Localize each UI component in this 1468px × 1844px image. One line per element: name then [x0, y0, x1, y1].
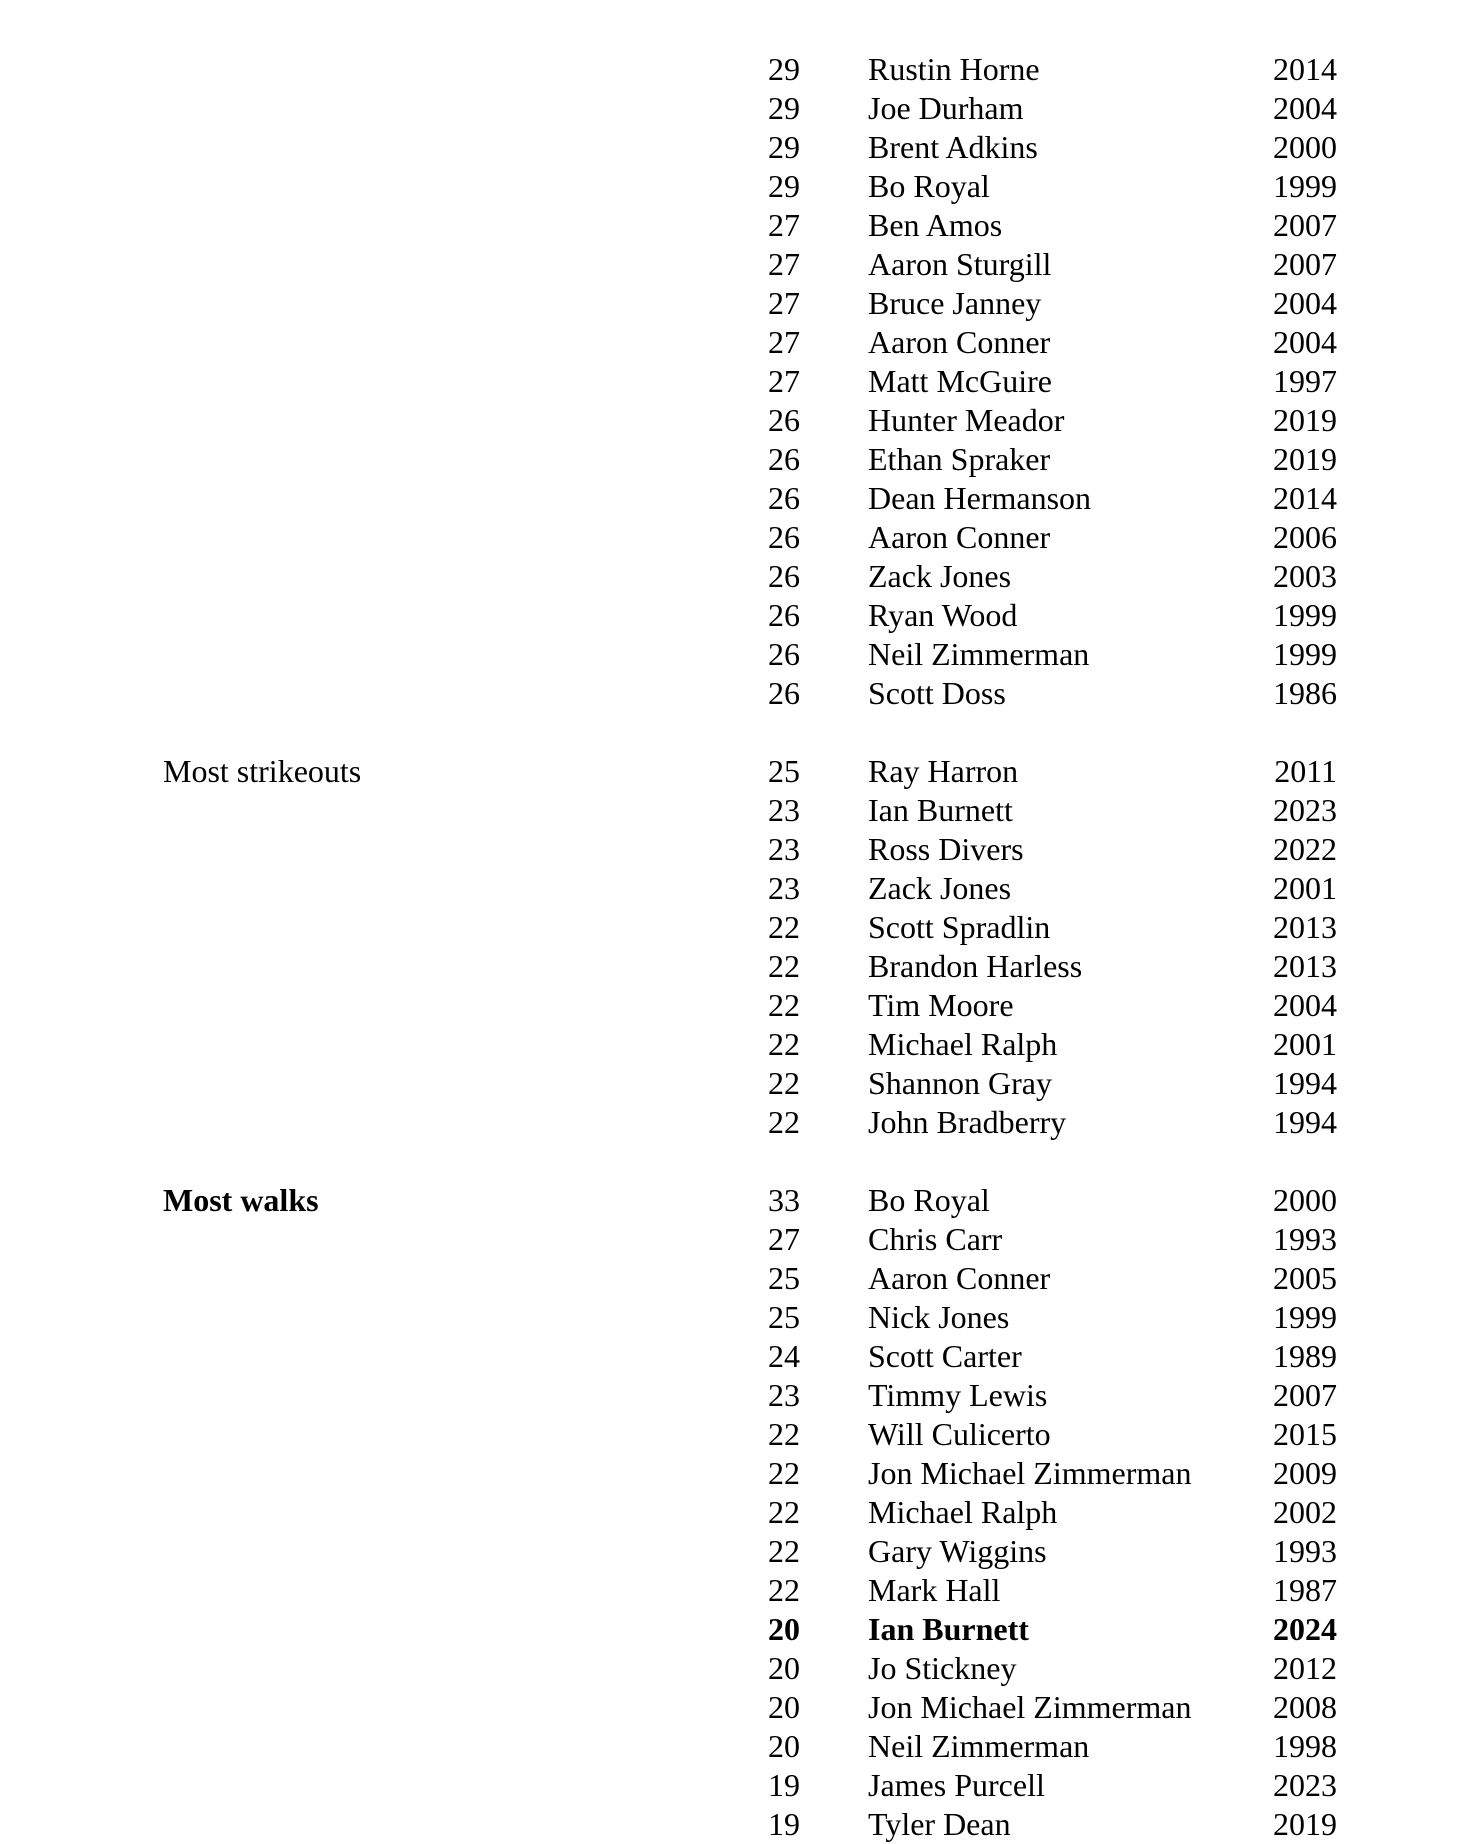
player-name: Tyler Dean [868, 1806, 1011, 1842]
record-year: 2006 [1273, 519, 1337, 555]
record-row [0, 1025, 1468, 1064]
player-name: Jon Michael Zimmerman [868, 1689, 1192, 1725]
record-row [0, 947, 1468, 986]
record-year: 2019 [1273, 402, 1337, 438]
record-value: 20 [768, 1611, 800, 1647]
player-name: Scott Doss [868, 675, 1006, 711]
player-name: James Purcell [868, 1767, 1045, 1803]
record-row [0, 479, 1468, 518]
player-name: Zack Jones [868, 870, 1012, 906]
record-year: 2001 [1273, 870, 1337, 906]
player-name: Aaron Conner [868, 519, 1051, 555]
record-value: 20 [768, 1728, 800, 1764]
record-year: 2003 [1273, 558, 1337, 594]
player-name: Jo Stickney [868, 1650, 1017, 1686]
record-value: 22 [768, 1494, 800, 1530]
player-name: Will Culicerto [868, 1416, 1051, 1452]
record-year: 2007 [1273, 1377, 1337, 1413]
player-name: Bruce Janney [868, 285, 1042, 321]
section-title: Most strikeouts [163, 753, 362, 789]
player-name: John Bradberry [868, 1104, 1067, 1140]
record-year: 2022 [1273, 831, 1337, 867]
record-year: 1989 [1273, 1338, 1337, 1374]
record-row [0, 128, 1468, 167]
player-name: Neil Zimmerman [868, 1728, 1090, 1764]
record-value: 26 [768, 597, 800, 633]
record-year: 2011 [1274, 753, 1337, 789]
record-year: 1999 [1273, 636, 1337, 672]
record-year: 2002 [1273, 1494, 1337, 1530]
record-year: 2008 [1273, 1689, 1337, 1725]
player-name: Ray Harron [868, 753, 1019, 789]
player-name: Ross Divers [868, 831, 1024, 867]
player-name: Nick Jones [868, 1299, 1010, 1335]
record-year: 1999 [1273, 1299, 1337, 1335]
record-year: 2015 [1273, 1416, 1337, 1452]
player-name: Shannon Gray [868, 1065, 1052, 1101]
record-row [0, 1766, 1468, 1805]
record-year: 1993 [1273, 1221, 1337, 1257]
player-name: Bo Royal [868, 1182, 990, 1218]
player-name: Ethan Spraker [868, 441, 1051, 477]
record-row [0, 323, 1468, 362]
player-name: Joe Durham [868, 90, 1024, 126]
record-year: 2023 [1273, 792, 1337, 828]
record-row [0, 908, 1468, 947]
record-row [0, 518, 1468, 557]
record-year: 1999 [1273, 168, 1337, 204]
record-row [0, 635, 1468, 674]
player-name: Chris Carr [868, 1221, 1003, 1257]
record-row [0, 1064, 1468, 1103]
record-row [0, 89, 1468, 128]
record-value: 23 [768, 792, 800, 828]
player-name: Ian Burnett [868, 1611, 1029, 1647]
player-name: Rustin Horne [868, 51, 1040, 87]
record-row [0, 1376, 1468, 1415]
record-row [0, 50, 1468, 89]
record-value: 23 [768, 1377, 800, 1413]
record-value: 26 [768, 441, 800, 477]
record-row [0, 1493, 1468, 1532]
record-value: 27 [768, 285, 800, 321]
player-name: Tim Moore [868, 987, 1014, 1023]
record-value: 20 [768, 1650, 800, 1686]
record-value: 23 [768, 870, 800, 906]
player-name: Dean Hermanson [868, 480, 1092, 516]
record-value: 19 [768, 1767, 800, 1803]
record-row [0, 1220, 1468, 1259]
player-name: Ian Burnett [868, 792, 1013, 828]
record-row [0, 1727, 1468, 1766]
record-row [0, 830, 1468, 869]
player-name: Aaron Sturgill [868, 246, 1052, 282]
record-value: 22 [768, 1104, 800, 1140]
player-name: Brandon Harless [868, 948, 1083, 984]
player-name: Hunter Meador [868, 402, 1065, 438]
record-value: 27 [768, 207, 800, 243]
record-value: 33 [768, 1182, 800, 1218]
player-name: Ben Amos [868, 207, 1003, 243]
record-year: 1993 [1273, 1533, 1337, 1569]
record-value: 27 [768, 246, 800, 282]
record-year: 2004 [1273, 285, 1337, 321]
record-value: 23 [768, 831, 800, 867]
record-year: 1999 [1273, 597, 1337, 633]
record-year: 2012 [1273, 1650, 1337, 1686]
record-value: 24 [768, 1338, 800, 1374]
record-value: 26 [768, 558, 800, 594]
record-year: 1986 [1273, 675, 1337, 711]
record-row [0, 557, 1468, 596]
record-row [0, 869, 1468, 908]
record-row [0, 362, 1468, 401]
record-year: 2013 [1273, 909, 1337, 945]
record-row [0, 167, 1468, 206]
player-name: Aaron Conner [868, 1260, 1051, 1296]
player-name: Brent Adkins [868, 129, 1038, 165]
player-name: Zack Jones [868, 558, 1012, 594]
player-name: Gary Wiggins [868, 1533, 1047, 1569]
record-year: 1998 [1273, 1728, 1337, 1764]
records-section-most-strikeouts [0, 752, 1468, 1142]
record-value: 22 [768, 1026, 800, 1062]
record-value: 29 [768, 51, 800, 87]
record-value: 26 [768, 636, 800, 672]
record-value: 29 [768, 90, 800, 126]
record-value: 26 [768, 480, 800, 516]
record-year: 2019 [1273, 1806, 1337, 1842]
record-value: 27 [768, 324, 800, 360]
record-value: 22 [768, 1455, 800, 1491]
record-row [0, 1532, 1468, 1571]
record-value: 20 [768, 1689, 800, 1725]
player-name: Timmy Lewis [868, 1377, 1048, 1413]
record-row [0, 1181, 1468, 1220]
record-value: 25 [768, 1299, 800, 1335]
record-row [0, 1571, 1468, 1610]
record-row [0, 1298, 1468, 1337]
record-year: 2004 [1273, 987, 1337, 1023]
record-value: 22 [768, 909, 800, 945]
record-year: 2004 [1273, 90, 1337, 126]
record-row [0, 206, 1468, 245]
record-value: 19 [768, 1806, 800, 1842]
record-row [0, 401, 1468, 440]
record-row [0, 1688, 1468, 1727]
record-value: 22 [768, 948, 800, 984]
record-year: 2019 [1273, 441, 1337, 477]
record-row [0, 284, 1468, 323]
player-name: Neil Zimmerman [868, 636, 1090, 672]
record-row [0, 596, 1468, 635]
record-row [0, 1415, 1468, 1454]
record-year: 1994 [1273, 1065, 1337, 1101]
record-year: 2000 [1273, 1182, 1337, 1218]
record-year: 1987 [1273, 1572, 1337, 1608]
player-name: Scott Spradlin [868, 909, 1051, 945]
record-value: 26 [768, 675, 800, 711]
record-row [0, 440, 1468, 479]
record-value: 29 [768, 168, 800, 204]
record-value: 22 [768, 987, 800, 1023]
record-row [0, 1103, 1468, 1142]
record-value: 22 [768, 1533, 800, 1569]
record-value: 27 [768, 1221, 800, 1257]
record-row [0, 1337, 1468, 1376]
record-row [0, 1805, 1468, 1844]
record-value: 26 [768, 519, 800, 555]
record-year: 1997 [1273, 363, 1337, 399]
record-value: 25 [768, 1260, 800, 1296]
record-year: 2014 [1273, 480, 1337, 516]
record-row [0, 1649, 1468, 1688]
record-row [0, 245, 1468, 284]
record-year: 2007 [1273, 246, 1337, 282]
record-value: 22 [768, 1572, 800, 1608]
record-row [0, 1259, 1468, 1298]
record-year: 2023 [1273, 1767, 1337, 1803]
record-year: 2007 [1273, 207, 1337, 243]
record-year: 2009 [1273, 1455, 1337, 1491]
player-name: Matt McGuire [868, 363, 1052, 399]
record-year: 2014 [1273, 51, 1337, 87]
record-row [0, 752, 1468, 791]
record-value: 29 [768, 129, 800, 165]
records-section-continued [0, 50, 1468, 713]
records-section-most-walks [0, 1181, 1468, 1844]
record-value: 22 [768, 1416, 800, 1452]
record-year: 2005 [1273, 1260, 1337, 1296]
player-name: Scott Carter [868, 1338, 1022, 1374]
record-row [0, 1454, 1468, 1493]
record-value: 26 [768, 402, 800, 438]
record-row [0, 986, 1468, 1025]
record-value: 22 [768, 1065, 800, 1101]
player-name: Ryan Wood [868, 597, 1018, 633]
section-title: Most walks [163, 1182, 319, 1218]
record-year: 2013 [1273, 948, 1337, 984]
record-value: 27 [768, 363, 800, 399]
player-name: Mark Hall [868, 1572, 1001, 1608]
player-name: Jon Michael Zimmerman [868, 1455, 1192, 1491]
record-year: 1994 [1273, 1104, 1337, 1140]
records-list [0, 1181, 1468, 1844]
record-row [0, 791, 1468, 830]
player-name: Michael Ralph [868, 1494, 1058, 1530]
record-year: 2000 [1273, 129, 1337, 165]
record-year: 2024 [1273, 1611, 1337, 1647]
records-list [0, 50, 1468, 713]
player-name: Aaron Conner [868, 324, 1051, 360]
player-name: Bo Royal [868, 168, 990, 204]
player-name: Michael Ralph [868, 1026, 1058, 1062]
record-row [0, 674, 1468, 713]
record-year: 2001 [1273, 1026, 1337, 1062]
record-value: 25 [768, 753, 800, 789]
record-year: 2004 [1273, 324, 1337, 360]
records-list [0, 752, 1468, 1142]
record-row [0, 1610, 1468, 1649]
